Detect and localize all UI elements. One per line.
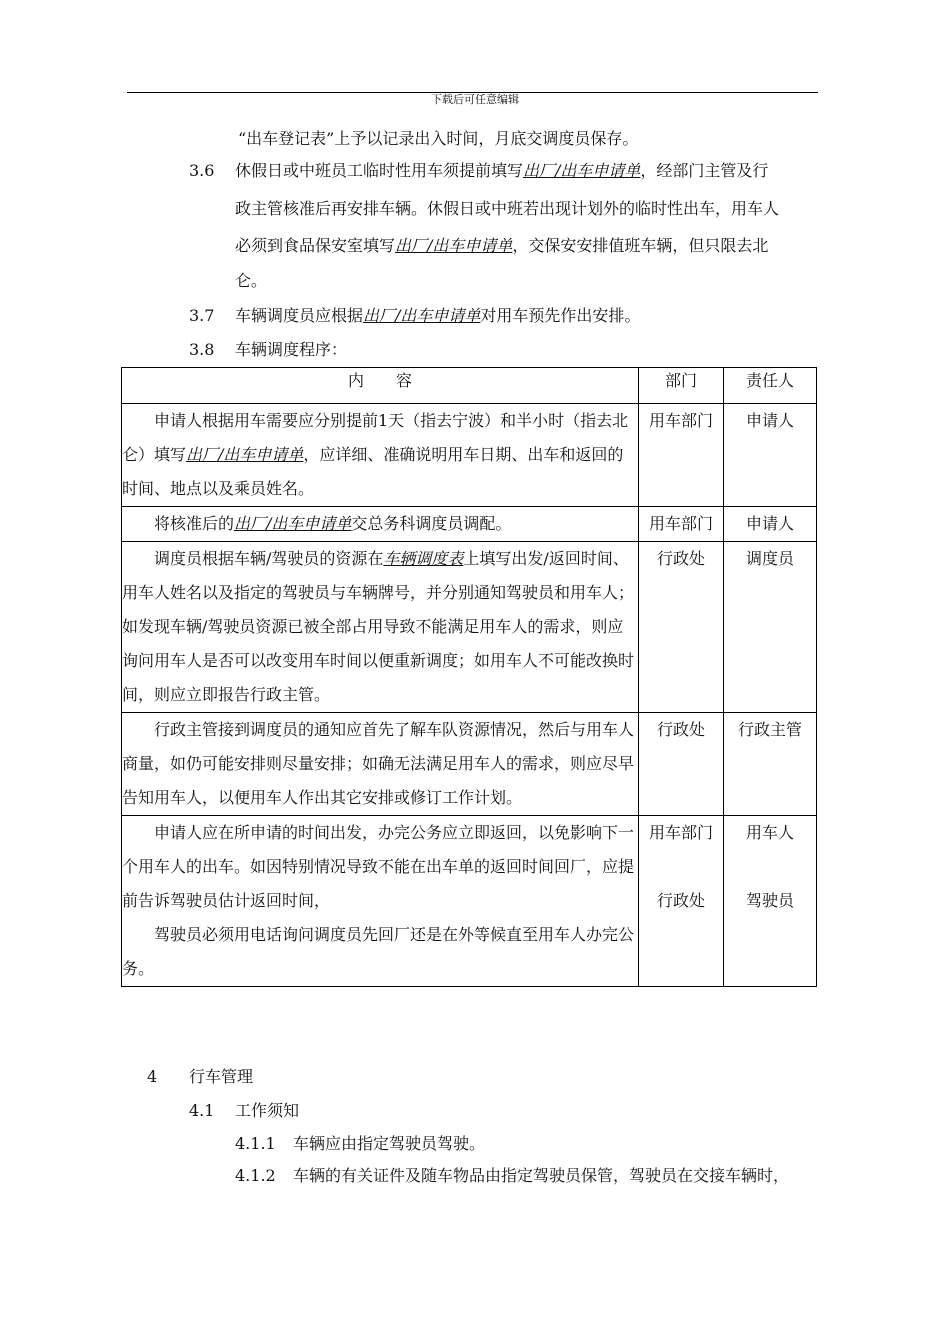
content-text: 行政主管接到调度员的通知应首先了解车队资源情况，然后与用车人商量，如仍可能安排则尽量安排；如确无法满足用车人的需求，则应尽早告知用车人，以便用车人作出其它安排或修订工作计划。 (122, 720, 635, 807)
section-4-1-title: 工作须知 (235, 1101, 300, 1120)
content-text: 调度员根据车辆/驾驶员的资源在 (154, 549, 384, 568)
row-content (122, 507, 639, 542)
paragraph-continuation: “出车登记表”上予以记录出入时间，月底交调度员保存。 (238, 129, 639, 148)
row-content (122, 816, 639, 987)
row-resp: 申请人 (724, 507, 817, 542)
content-text: 交总务科调度员调配。 (351, 514, 512, 533)
clause-text: 休假日或中班员工临时性用车须提前填写 (235, 161, 524, 180)
content-text: 将核准后的 (154, 514, 235, 533)
clause-3-7-number: 3.7 (189, 306, 215, 325)
header-dept: 部门 (639, 368, 724, 404)
section-4-1-number: 4.1 (189, 1101, 215, 1120)
form-reference: 出厂/出车申请单 (186, 445, 304, 464)
row-dept: 行政处 (639, 713, 724, 816)
dispatch-procedure-table (121, 367, 817, 987)
clause-3-6-number: 3.6 (189, 161, 215, 180)
page-header: 下载后可任意编辑 (431, 93, 519, 106)
resp-label: 驾驶员 (745, 891, 794, 910)
header-content: 内 容 (122, 368, 639, 404)
form-reference: 出厂/出车申请单 (523, 161, 641, 180)
table-row (122, 816, 817, 987)
clause-text: 必须到食品保安室填写 (235, 236, 396, 255)
row-resp: 行政主管 (724, 713, 817, 816)
row-resp: 调度员 (724, 542, 817, 713)
clause-3-6-line-4: 仑。 (235, 271, 268, 290)
form-reference: 车辆调度表 (383, 549, 464, 568)
table-header-row (122, 368, 817, 404)
header-resp: 责任人 (724, 368, 817, 404)
clause-3-7 (235, 306, 640, 326)
clause-text: 车辆调度员应根据 (235, 306, 364, 325)
clause-3-8: 车辆调度程序： (235, 340, 348, 359)
row-content (122, 404, 639, 507)
section-4-1-1: 车辆应由指定驾驶员驾驶。 (293, 1134, 486, 1153)
table-row (122, 542, 817, 713)
clause-text: 对用车预先作出安排。 (480, 306, 641, 325)
clause-text: ，交保安安排值班车辆，但只限去北 (512, 236, 769, 255)
clause-3-6-line-2: 政主管核准后再安排车辆。休假日或中班若出现计划外的临时性出车，用车人 (235, 199, 780, 218)
section-4-title: 行车管理 (189, 1067, 254, 1086)
form-reference: 出厂/出车申请单 (234, 514, 352, 533)
section-4-number: 4 (147, 1067, 158, 1086)
row-dept: 行政处 (639, 542, 724, 713)
section-4-1-2: 车辆的有关证件及随车物品由指定驾驶员保管，驾驶员在交接车辆时， (293, 1166, 790, 1185)
row-resp: 申请人 (724, 404, 817, 507)
row-content (122, 713, 639, 816)
clause-text: ，经部门主管及行 (640, 161, 769, 180)
clause-3-6-line-1 (235, 161, 768, 181)
row-resp (724, 816, 817, 987)
section-4-1-2-number: 4.1.2 (235, 1166, 276, 1185)
row-dept (639, 816, 724, 987)
resp-label: 用车人 (745, 823, 794, 842)
table-row (122, 713, 817, 816)
content-text: ，应详细、准确说明用车日期、出车和返回的时间、地点以及乘员姓名。 (122, 445, 624, 498)
form-reference: 出厂/出车申请单 (363, 306, 481, 325)
row-dept: 用车部门 (639, 404, 724, 507)
table-row (122, 507, 817, 542)
row-content (122, 542, 639, 713)
dept-label: 行政处 (656, 891, 705, 910)
content-text: 驾驶员必须用电话询问调度员先回厂还是在外等候直至用车人办完公务。 (122, 925, 635, 978)
form-reference: 出厂/出车申请单 (395, 236, 513, 255)
clause-3-6-line-3 (235, 236, 768, 256)
content-text: 申请人根据用车需要应分别提前1天（指去宁波）和半小时（指去北仑）填写 (122, 411, 629, 464)
row-dept: 用车部门 (639, 507, 724, 542)
dept-label: 用车部门 (648, 823, 713, 842)
table-row (122, 404, 817, 507)
content-text: 上填写出发/返回时间、用车人姓名以及指定的驾驶员与车辆牌号，并分别通知驾驶员和用车人；如发现车辆/驾驶员资源已被全部占用导致不能满足用车人的需求，则应询问用车人是否可以改变用车时间以便重新调度；如用车人不可能改换时间，则应立即报告行政主管。 (122, 549, 635, 704)
content-text: 申请人应在所申请的时间出发，办完公务应立即返回，以免影响下一个用车人的出车。如因特别情况导致不能在出车单的返回时间回厂，应提前告诉驾驶员估计返回时间， (122, 823, 635, 910)
section-4-1-1-number: 4.1.1 (235, 1134, 276, 1153)
clause-3-8-number: 3.8 (189, 340, 215, 359)
